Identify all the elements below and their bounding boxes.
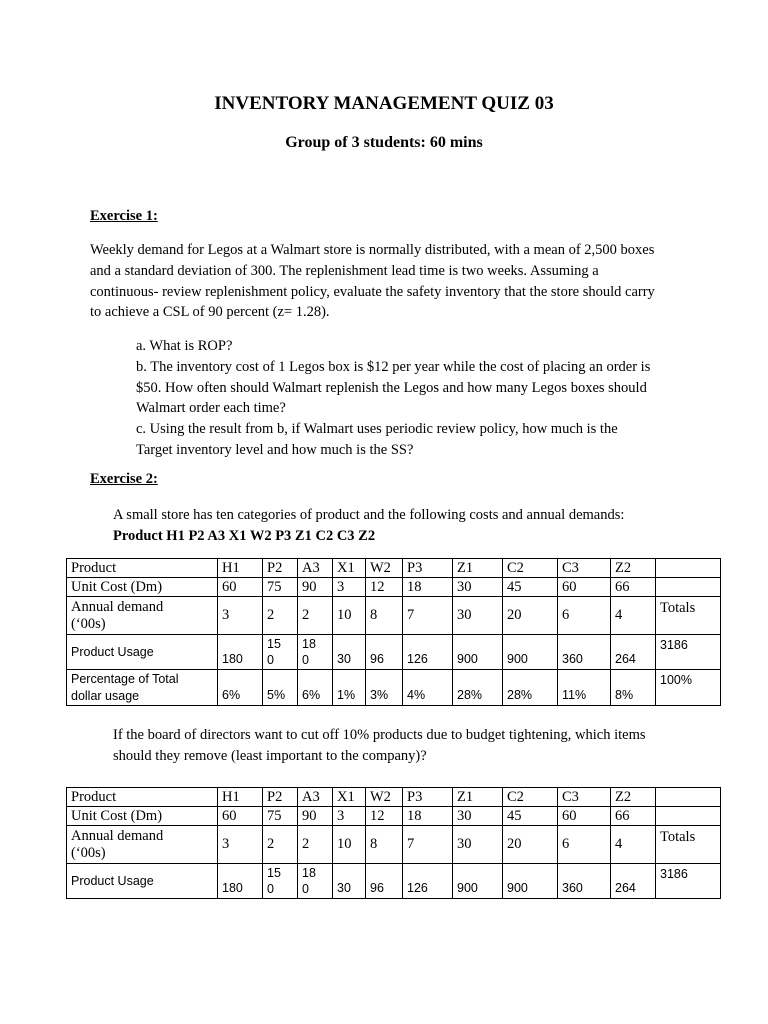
exercise1-intro-line: Weekly demand for Legos at a Walmart store is normally distributed, with a mean of 2,500 boxes (90, 242, 655, 258)
label-line: dollar usage (71, 688, 140, 703)
cost-cell: 12 (366, 578, 403, 597)
product-cell: C2 (503, 788, 558, 807)
label-line: (‘00s) (71, 844, 106, 861)
demand-cell: 2 (298, 597, 333, 635)
pct-cell: 5% (263, 670, 298, 706)
pct-cell: 6% (298, 670, 333, 706)
table-row (67, 670, 721, 706)
product-cell: A3 (298, 788, 333, 807)
demand-cell: 6 (558, 597, 611, 635)
cost-cell: 30 (453, 807, 503, 826)
row-label (67, 597, 218, 635)
table-row (67, 807, 721, 826)
demand-cell: 8 (366, 826, 403, 864)
table-row (67, 635, 721, 670)
row-label: Product (67, 788, 218, 807)
row-label (67, 670, 218, 706)
product-table-2 (66, 787, 721, 899)
exercise1-heading: Exercise 1: (90, 208, 158, 224)
row-label: Product Usage (67, 635, 218, 670)
usage-cell: 126 (403, 635, 453, 670)
usage-part: 15 (267, 637, 281, 651)
cost-cell: 3 (333, 807, 366, 826)
usage-cell: 96 (366, 635, 403, 670)
usage-cell: 180 (218, 635, 263, 670)
pct-cell: 28% (503, 670, 558, 706)
totals-label: Totals (656, 826, 721, 864)
demand-cell: 4 (611, 826, 656, 864)
cost-cell: 75 (263, 578, 298, 597)
row-label: Unit Cost (Dm) (67, 578, 218, 597)
demand-cell: 3 (218, 597, 263, 635)
usage-total: 3186 (656, 635, 721, 670)
pct-cell: 3% (366, 670, 403, 706)
demand-cell: 6 (558, 826, 611, 864)
totals-label: Totals (656, 597, 721, 635)
cost-cell: 75 (263, 807, 298, 826)
product-cell: W2 (366, 788, 403, 807)
demand-cell: 20 (503, 826, 558, 864)
pct-cell: 8% (611, 670, 656, 706)
row-label: Product (67, 559, 218, 578)
table-row (67, 559, 721, 578)
question-line: c. Using the result from b, if Walmart uses periodic review policy, how much is the (136, 421, 618, 438)
label-line: Annual demand (71, 827, 164, 844)
question-line: If the board of directors want to cut off 10% products due to budget tightening, which items (113, 727, 646, 743)
row-label: Unit Cost (Dm) (67, 807, 218, 826)
exercise1-questions (136, 336, 736, 461)
cost-cell: 12 (366, 807, 403, 826)
exercise2-heading: Exercise 2: (90, 471, 158, 487)
cost-cell: 60 (218, 807, 263, 826)
usage-cell: 126 (403, 864, 453, 899)
cost-cell: 60 (218, 578, 263, 597)
cost-cell: 45 (503, 578, 558, 597)
exercise2-question (113, 725, 733, 767)
demand-cell: 8 (366, 597, 403, 635)
demand-cell: 10 (333, 597, 366, 635)
demand-cell: 4 (611, 597, 656, 635)
product-cell: P3 (403, 788, 453, 807)
label-line: (‘00s) (71, 615, 106, 632)
empty-cell (656, 807, 721, 826)
cost-cell: 18 (403, 578, 453, 597)
question-line: Target inventory level and how much is the SS? (136, 441, 414, 458)
product-cell: Z2 (611, 788, 656, 807)
demand-cell: 2 (263, 597, 298, 635)
table-row (67, 826, 721, 864)
product-cell: C3 (558, 559, 611, 578)
empty-cell (656, 559, 721, 578)
usage-cell: 900 (453, 635, 503, 670)
cost-cell: 90 (298, 578, 333, 597)
question-line: b. The inventory cost of 1 Legos box is $12 per year while the cost of placing an order is (136, 358, 651, 375)
usage-cell: 30 (333, 635, 366, 670)
pct-cell: 6% (218, 670, 263, 706)
product-cell: P2 (263, 559, 298, 578)
demand-cell: 30 (453, 826, 503, 864)
question-line: should they remove (least important to the company)? (113, 747, 427, 764)
demand-cell: 7 (403, 597, 453, 635)
product-cell: C2 (503, 559, 558, 578)
product-cell: Z1 (453, 788, 503, 807)
demand-cell: 2 (298, 826, 333, 864)
table-row (67, 788, 721, 807)
exercise1-intro-line: and a standard deviation of 300. The replenishment lead time is two weeks. Assuming a (90, 262, 599, 279)
usage-cell: 264 (611, 864, 656, 899)
usage-cell: 30 (333, 864, 366, 899)
pct-cell: 1% (333, 670, 366, 706)
product-cell: X1 (333, 559, 366, 578)
usage-cell: 264 (611, 635, 656, 670)
product-cell: Z1 (453, 559, 503, 578)
question-line: a. What is ROP? (136, 338, 233, 354)
exercise2-intro-line: A small store has ten categories of product and the following costs and annual demands: (113, 507, 625, 523)
demand-cell: 30 (453, 597, 503, 635)
demand-cell: 10 (333, 826, 366, 864)
exercise2-intro (113, 505, 733, 547)
demand-cell: 7 (403, 826, 453, 864)
exercise1-intro (90, 240, 730, 323)
question-line: Walmart order each time? (136, 400, 286, 417)
product-cell: H1 (218, 559, 263, 578)
usage-total: 3186 (656, 864, 721, 899)
usage-cell: 96 (366, 864, 403, 899)
pct-cell: 4% (403, 670, 453, 706)
product-cell: W2 (366, 559, 403, 578)
product-line: Product H1 P2 A3 X1 W2 P3 Z1 C2 C3 Z2 (113, 527, 376, 544)
product-table-1 (66, 558, 721, 706)
product-cell: H1 (218, 788, 263, 807)
usage-cell: 360 (558, 864, 611, 899)
cost-cell: 3 (333, 578, 366, 597)
cost-cell: 66 (611, 807, 656, 826)
table-row (67, 578, 721, 597)
cost-cell: 60 (558, 578, 611, 597)
page-subtitle: Group of 3 students: 60 mins (285, 134, 483, 151)
usage-part: 0 (302, 653, 309, 667)
usage-cell (263, 635, 298, 670)
product-cell: Z2 (611, 559, 656, 578)
question-line: $50. How often should Walmart replenish the Legos and how many Legos boxes should (136, 379, 647, 396)
cost-cell: 66 (611, 578, 656, 597)
usage-cell (298, 635, 333, 670)
usage-cell: 900 (453, 864, 503, 899)
usage-part: 0 (302, 882, 309, 896)
cost-cell: 30 (453, 578, 503, 597)
cost-cell: 60 (558, 807, 611, 826)
label-line: Annual demand (71, 598, 164, 615)
product-cell: A3 (298, 559, 333, 578)
cost-cell: 18 (403, 807, 453, 826)
exercise1-intro-line: to achieve a CSL of 90 percent (z= 1.28). (90, 304, 330, 321)
product-cell: X1 (333, 788, 366, 807)
table-row (67, 597, 721, 635)
table-row (67, 864, 721, 899)
page-title: INVENTORY MANAGEMENT QUIZ 03 (214, 93, 554, 114)
pct-cell: 28% (453, 670, 503, 706)
cost-cell: 45 (503, 807, 558, 826)
usage-cell: 360 (558, 635, 611, 670)
demand-cell: 2 (263, 826, 298, 864)
usage-cell: 180 (218, 864, 263, 899)
label-line: Percentage of Total (71, 671, 179, 686)
empty-cell (656, 788, 721, 807)
cost-cell: 90 (298, 807, 333, 826)
usage-cell (298, 864, 333, 899)
row-label: Product Usage (67, 864, 218, 899)
demand-cell: 3 (218, 826, 263, 864)
usage-part: 18 (302, 637, 316, 651)
demand-cell: 20 (503, 597, 558, 635)
product-cell: P3 (403, 559, 453, 578)
usage-cell: 900 (503, 864, 558, 899)
usage-cell: 900 (503, 635, 558, 670)
usage-part: 18 (302, 866, 316, 880)
pct-cell: 11% (558, 670, 611, 706)
empty-cell (656, 578, 721, 597)
usage-cell (263, 864, 298, 899)
usage-part: 0 (267, 653, 274, 667)
exercise1-intro-line: continuous- review replenishment policy, evaluate the safety inventory that the store should carry (90, 283, 655, 300)
product-cell: P2 (263, 788, 298, 807)
product-cell: C3 (558, 788, 611, 807)
usage-part: 15 (267, 866, 281, 880)
row-label (67, 826, 218, 864)
pct-total: 100% (656, 670, 721, 706)
usage-part: 0 (267, 882, 274, 896)
